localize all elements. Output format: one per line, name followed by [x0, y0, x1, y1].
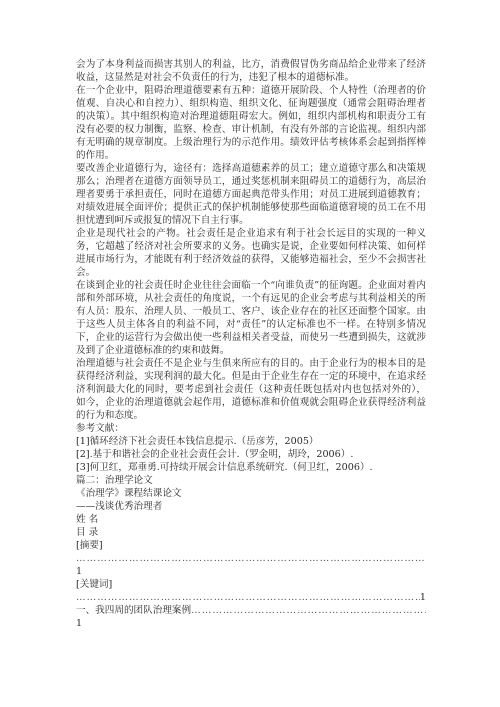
name-label: 姓 名 [76, 514, 99, 525]
dot-leader [191, 604, 426, 617]
reference-item: [2].基于和谐社会的企业社会责任会计.（罗金明，胡玲，2006）. [76, 449, 354, 460]
course-title: 《治理学》课程结课论文 [76, 488, 182, 499]
toc-page-number: 1 [419, 592, 426, 603]
toc-section-title: 一、我四周的团队治理案例 [76, 605, 192, 616]
body-paragraph: 在谈到企业的社会责任时企业往往会面临一个“向谁负责”的征询题。企业面对着内部和外部环境，从社会责任的角度说，一个有远见的企业会考虑与其利益相关的所有人员：股东、治理人员、一般员工、客户、该企业存在的社区还面整个国家。由于这些人员主体各自的利益不同，对“责任”的认定标准也不一样。在特别多情况下，企业的运营行为会做出使一些利益相关者受益，而使另一些遭到损失，这就涉及到了企业道德标准的约束和鼓舞。 [76, 280, 426, 356]
dot-leader [76, 591, 420, 604]
toc-entry-section1 [76, 604, 426, 617]
body-paragraph: 企业是现代社会的产物。社会责任是企业追求有利于社会长远目的实现的一种义务，它超越了经济对社会所要求的义务。也确实是说，企业要如何样决策、如何样进展市场行为，才能既有利于经济效益的获得，又能够造福社会，至少不会损害社会。 [76, 228, 426, 278]
dot-leader [76, 552, 426, 565]
references-heading: 参考文献： [76, 423, 124, 434]
toc-label: 目 录 [76, 527, 99, 538]
reference-item: [1]循环经济下社会责任本钱信息提示.（岳彦芳，2005） [76, 436, 319, 447]
keywords-label: [关键词] [76, 579, 113, 590]
toc-leader-abstract [76, 552, 426, 565]
part-label: 篇二：治理学论文 [76, 475, 153, 486]
abstract-label: [摘要] [76, 540, 103, 551]
body-paragraph: 会为了本身利益而损害其别人的利益，比方，消费假冒伪劣商品给企业带来了经济收益，这显然是对社会不负责任的行为，违犯了根本的道德标准。 [76, 59, 426, 83]
toc-page-number: 1 [76, 618, 83, 629]
body-paragraph: 要改善企业道德行为，途径有：选择高道德素养的员工；建立道德守那么和决策规那么；治理者在道德方面领导员工，通过奖惩机制来阻碍员工的道德行为，高层治理者要勇于承担责任，同时在道德方面起典范带头作用；对员工进展到道德教育；对绩效进展全面评价；提供正式的保护机制能够使那些面临道德窘境的员工在不用担忧遭到呵斥或报复的情况下自主行事。 [76, 163, 426, 226]
reference-item: [3]何卫红，郑垂勇.可持续开展会计信息系统研究.（何卫红，2006）. [76, 462, 373, 473]
toc-page-number: 1 [76, 566, 83, 577]
document-page [76, 58, 426, 630]
subtitle: ——浅谈优秀治理者 [76, 501, 163, 512]
body-paragraph: 在一个企业中，阻碍治理道德要素有五种：道德开展阶段、个人特性（治理者的价值观、自决心和自控力）、组织构造、组织文化、征询题强度（通常会阻碍治理者的决策）。其中组织构造对治理道德阻碍宏大。例如，组织内部机构和职责分工有没有必要的权力制衡，监察、检查、审计机制，有没有外部的言论监视。组织内部有无明确的规章制度。上级治理行为的示范作用。绩效评估考核体系会起到指挥棒的作用。 [76, 85, 426, 161]
toc-leader-keywords [76, 591, 426, 604]
body-paragraph: 治理道德与社会责任不是企业与生俱来所应有的目的。由于企业行为的根本目的是获得经济利益，实现利润的最大化。但是由于企业生存在一定的环境中，在追求经济利润最大化的同时，要考虑到社会责任（这种责任既包括对内也包括对外的），如今，企业的治理道德就会起作用，道德标准和价值观就会阻碍企业获得经济利益的行为和态度。 [76, 358, 426, 421]
